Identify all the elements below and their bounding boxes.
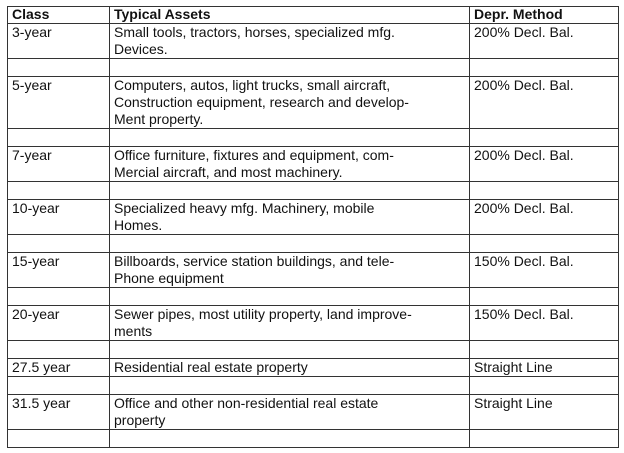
header-class: Class [8, 7, 110, 24]
header-row [8, 7, 619, 24]
spacer-row [8, 430, 619, 448]
empty-cell [470, 341, 619, 359]
empty-cell [8, 129, 110, 147]
spacer-row [8, 129, 619, 147]
table-row [8, 306, 619, 341]
table-row [8, 77, 619, 129]
table-row [8, 24, 619, 59]
table-row [8, 395, 619, 430]
spacer-row [8, 235, 619, 253]
empty-cell [110, 129, 470, 147]
cell-class: 7-year [8, 147, 110, 182]
empty-cell [8, 341, 110, 359]
cell-typical-assets: Small tools, tractors, horses, specialized mfg. Devices. [110, 24, 470, 59]
empty-cell [470, 288, 619, 306]
cell-depr-method: 200% Decl. Bal. [470, 24, 619, 59]
cell-typical-assets: Specialized heavy mfg. Machinery, mobile Homes. [110, 200, 470, 235]
empty-cell [470, 182, 619, 200]
cell-typical-assets: Billboards, service station buildings, and tele- Phone equipment [110, 253, 470, 288]
table-row [8, 147, 619, 182]
empty-cell [110, 182, 470, 200]
empty-cell [110, 59, 470, 77]
empty-cell [8, 430, 110, 448]
empty-cell [8, 59, 110, 77]
empty-cell [470, 235, 619, 253]
empty-cell [110, 377, 470, 395]
empty-cell [470, 430, 619, 448]
table-row [8, 253, 619, 288]
spacer-row [8, 182, 619, 200]
header-depr-method: Depr. Method [470, 7, 619, 24]
cell-class: 3-year [8, 24, 110, 59]
empty-cell [110, 341, 470, 359]
empty-cell [110, 430, 470, 448]
spacer-row [8, 377, 619, 395]
cell-class: 5-year [8, 77, 110, 129]
cell-typical-assets: Computers, autos, light trucks, small aircraft, Construction equipment, research and develop- Ment property. [110, 77, 470, 129]
cell-depr-method: 200% Decl. Bal. [470, 77, 619, 129]
empty-cell [110, 235, 470, 253]
table-row [8, 200, 619, 235]
header-typical-assets: Typical Assets [110, 7, 470, 24]
cell-class: 20-year [8, 306, 110, 341]
empty-cell [8, 182, 110, 200]
empty-cell [470, 59, 619, 77]
cell-depr-method: Straight Line [470, 359, 619, 377]
table-row [8, 359, 619, 377]
cell-typical-assets: Sewer pipes, most utility property, land improve- ments [110, 306, 470, 341]
depreciation-class-table [7, 6, 619, 448]
empty-cell [8, 235, 110, 253]
empty-cell [470, 129, 619, 147]
cell-class: 27.5 year [8, 359, 110, 377]
cell-typical-assets: Residential real estate property [110, 359, 470, 377]
cell-typical-assets: Office furniture, fixtures and equipment, com- Mercial aircraft, and most machinery. [110, 147, 470, 182]
cell-depr-method: 200% Decl. Bal. [470, 200, 619, 235]
cell-class: 31.5 year [8, 395, 110, 430]
empty-cell [470, 377, 619, 395]
empty-cell [8, 377, 110, 395]
cell-depr-method: 150% Decl. Bal. [470, 253, 619, 288]
cell-typical-assets: Office and other non-residential real estate property [110, 395, 470, 430]
cell-class: 15-year [8, 253, 110, 288]
cell-depr-method: 150% Decl. Bal. [470, 306, 619, 341]
spacer-row [8, 341, 619, 359]
spacer-row [8, 59, 619, 77]
spacer-row [8, 288, 619, 306]
empty-cell [110, 288, 470, 306]
cell-depr-method: Straight Line [470, 395, 619, 430]
cell-class: 10-year [8, 200, 110, 235]
empty-cell [8, 288, 110, 306]
cell-depr-method: 200% Decl. Bal. [470, 147, 619, 182]
